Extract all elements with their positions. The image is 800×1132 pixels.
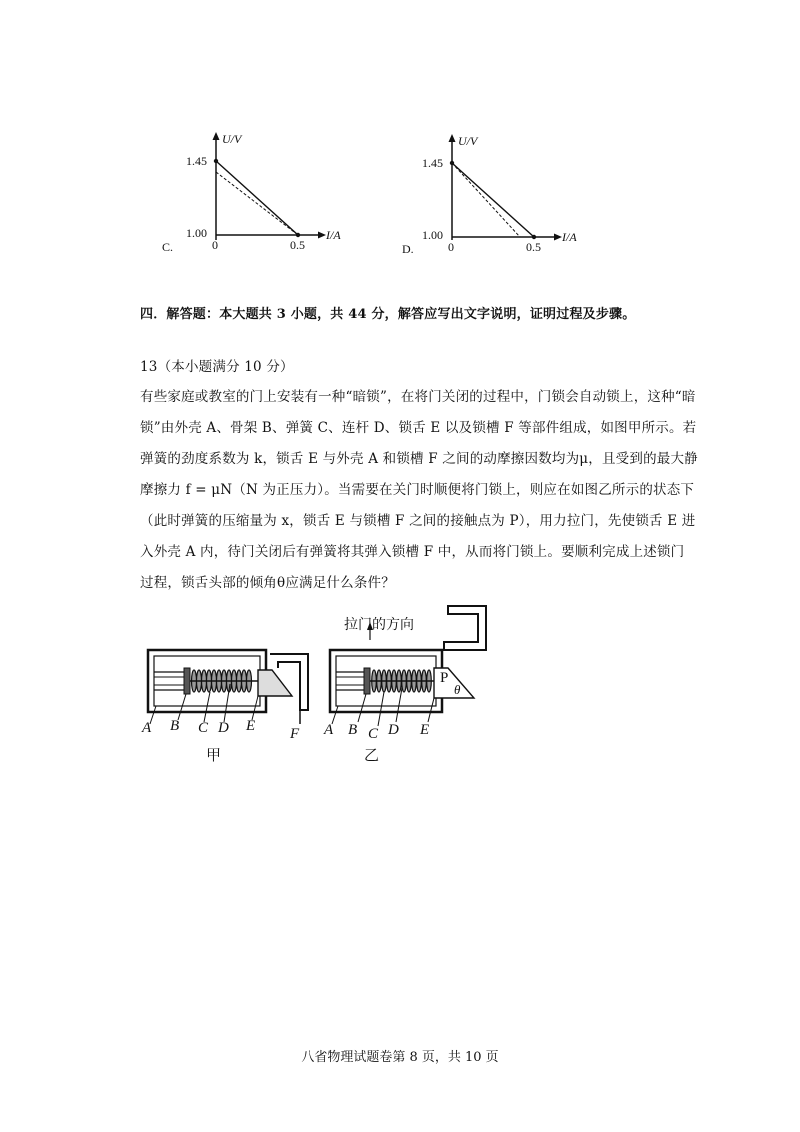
option-label: D.: [402, 242, 414, 256]
x-tick-end: 0.5: [526, 240, 541, 254]
y-tick-top: 1.45: [422, 156, 443, 170]
label-b: B: [170, 718, 180, 734]
label-b: B: [348, 722, 358, 738]
x-tick-origin: 0: [448, 240, 454, 254]
solid-line: [216, 161, 298, 235]
label-e: E: [246, 718, 256, 734]
x-axis-label: I/A: [326, 228, 341, 242]
y-axis-arrow: [213, 132, 220, 140]
point-p-label: P: [440, 670, 449, 686]
option-label: C.: [162, 240, 174, 254]
y-axis-label: U/V: [458, 134, 478, 148]
label-e: E: [420, 722, 430, 738]
label-f: F: [290, 726, 300, 742]
question-line: 摩擦力 f = μN（N 为正压力）。当需要在关门时顺便将门锁上，则应在如图乙所示的状态下: [140, 482, 695, 498]
y-axis-label: U/V: [222, 132, 242, 146]
x-axis-arrow: [554, 234, 562, 241]
door-direction-label: 拉门的方向: [344, 617, 414, 633]
graph-c: [160, 128, 360, 258]
label-d: D: [218, 720, 229, 736]
question-header: 13（本小题满分 10 分）: [140, 359, 294, 375]
angle-theta-label: θ: [454, 682, 461, 697]
frame-b: [364, 668, 370, 694]
dashed-line: [452, 163, 520, 237]
x-tick-end: 0.5: [290, 238, 305, 252]
y-axis-arrow: [449, 134, 456, 142]
x-tick-origin: 0: [212, 238, 218, 252]
question-line: 锁”由外壳 A、骨架 B、弹簧 C、连杆 D、锁舌 E 以及锁槽 F 等部件组成，如图甲所示。若: [140, 420, 697, 436]
x-axis-arrow: [318, 232, 326, 239]
y-tick-bottom: 1.00: [186, 226, 207, 240]
question-line: 入外壳 A 内，待门关闭后有弹簧将其弹入锁槽 F 中，从而将门锁上。要顺利完成上述锁门: [140, 544, 685, 560]
x-intercept-point: [296, 233, 300, 237]
y-tick-top: 1.45: [186, 154, 207, 168]
figure-jia-drawing: [140, 640, 320, 770]
solid-line: [452, 163, 534, 237]
frame-b: [184, 668, 190, 694]
latch-e: [258, 670, 292, 696]
question-line: 有些家庭或教室的门上安装有一种“暗锁”，在将门关闭的过程中，门锁会自动锁上，这种“暗: [140, 389, 696, 405]
question-line: 过程，锁舌头部的倾角θ应满足什么条件？: [140, 575, 395, 591]
label-c: C: [198, 720, 209, 736]
figure-yi: [322, 600, 522, 780]
intercept-point: [214, 159, 218, 163]
question-line: （此时弹簧的压缩量为 x，锁舌 E 与锁槽 F 之间的接触点为 P），用力拉门，先使锁舌 E 进: [140, 513, 696, 529]
label-a: A: [142, 720, 152, 736]
figure-caption: 乙: [364, 746, 380, 764]
page-footer: 八省物理试题卷第 8 页，共 10 页: [301, 1050, 499, 1065]
intercept-point: [450, 161, 454, 165]
graph-d: [396, 130, 596, 260]
x-axis-label: I/A: [562, 230, 577, 244]
dashed-line: [216, 172, 298, 235]
figure-jia: [140, 640, 320, 770]
label-a: A: [324, 722, 334, 738]
section-heading: 四．解答题：本大题共 3 小题，共 44 分，解答应写出文字说明，证明过程及步骤。: [140, 307, 636, 322]
figure-caption: 甲: [206, 746, 222, 764]
y-tick-bottom: 1.00: [422, 228, 443, 242]
question-line: 弹簧的劲度系数为 k，锁舌 E 与外壳 A 和锁槽 F 之间的动摩擦因数均为μ，且受到的最大静: [140, 451, 698, 467]
x-intercept-point: [532, 235, 536, 239]
label-c: C: [368, 726, 379, 742]
slot-f: [444, 606, 486, 650]
label-d: D: [388, 722, 399, 738]
